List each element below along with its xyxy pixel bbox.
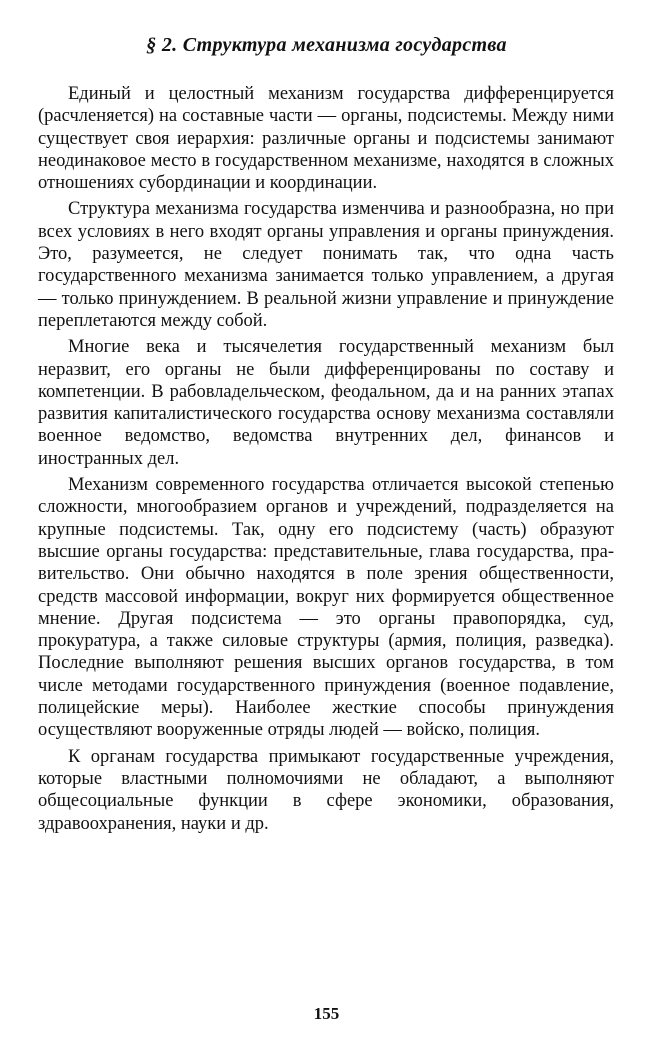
section-heading: § 2. Структура механизма государства (146, 34, 507, 56)
paragraph: К органам государства примыкают государственные учреждения, которые властными полномочиями не обладают, а выполняют общесоциальные функции в сфере экономики, образования, здравоохранения, науки и др. (38, 746, 614, 834)
paragraph: Структура механизма государства изменчива и разнообразна, но при всех условиях в него входят органы управления и органы принуждения. Это, разумеется, не следует понимать так, что одна часть государственного механизма занимается только управлением, а другая — только принуждением. В реальной жизни управление и принуждение переплетаются между собой. (38, 199, 614, 331)
paragraph: Многие века и тысячелетия государственный механизм был неразвит, его органы не были дифференцированы по составу и компетенции. В рабовладельческом, феодальном, да и на ранних этапах развития капиталистического государства основу механизма составляли военное ведомство, ведомства внутренних дел, финансов и иностранных дел. (38, 337, 614, 469)
page-number: 155 (313, 1004, 340, 1023)
paragraph: Единый и целостный механизм государства дифференцируется (расчленяется) на составные части — органы, подсистемы. Между ними существует своя иерархия: различные органы и подсистемы занимают неодинаковое место в государственном механизме, находятся в сложных отношениях субординации и координации. (38, 84, 614, 194)
paragraph: Механизм современного государства отличается высокой степенью сложности, многообразием органов и учреждений, подразделяется на крупные подсистемы. Так, одну его подсистему (часть) образуют высшие органы государства: представительные, глава государства, правительство. Они обычно находятся в поле зрения общественности, средств массовой информации, вокруг них формируется общественное мнение. Другая подсистема — это органы правопорядка, суд, прокуратура, а также силовые структуры (армия, полиция, разведка). Последние выполняют решения высших органов государства, в том числе методами государственного принуждения (военное подавление, полицейские меры). Наиболее жесткие способы принуждения осуществляют вооруженные отряды людей — войско, полиция. (38, 475, 614, 741)
section-body (38, 83, 614, 839)
